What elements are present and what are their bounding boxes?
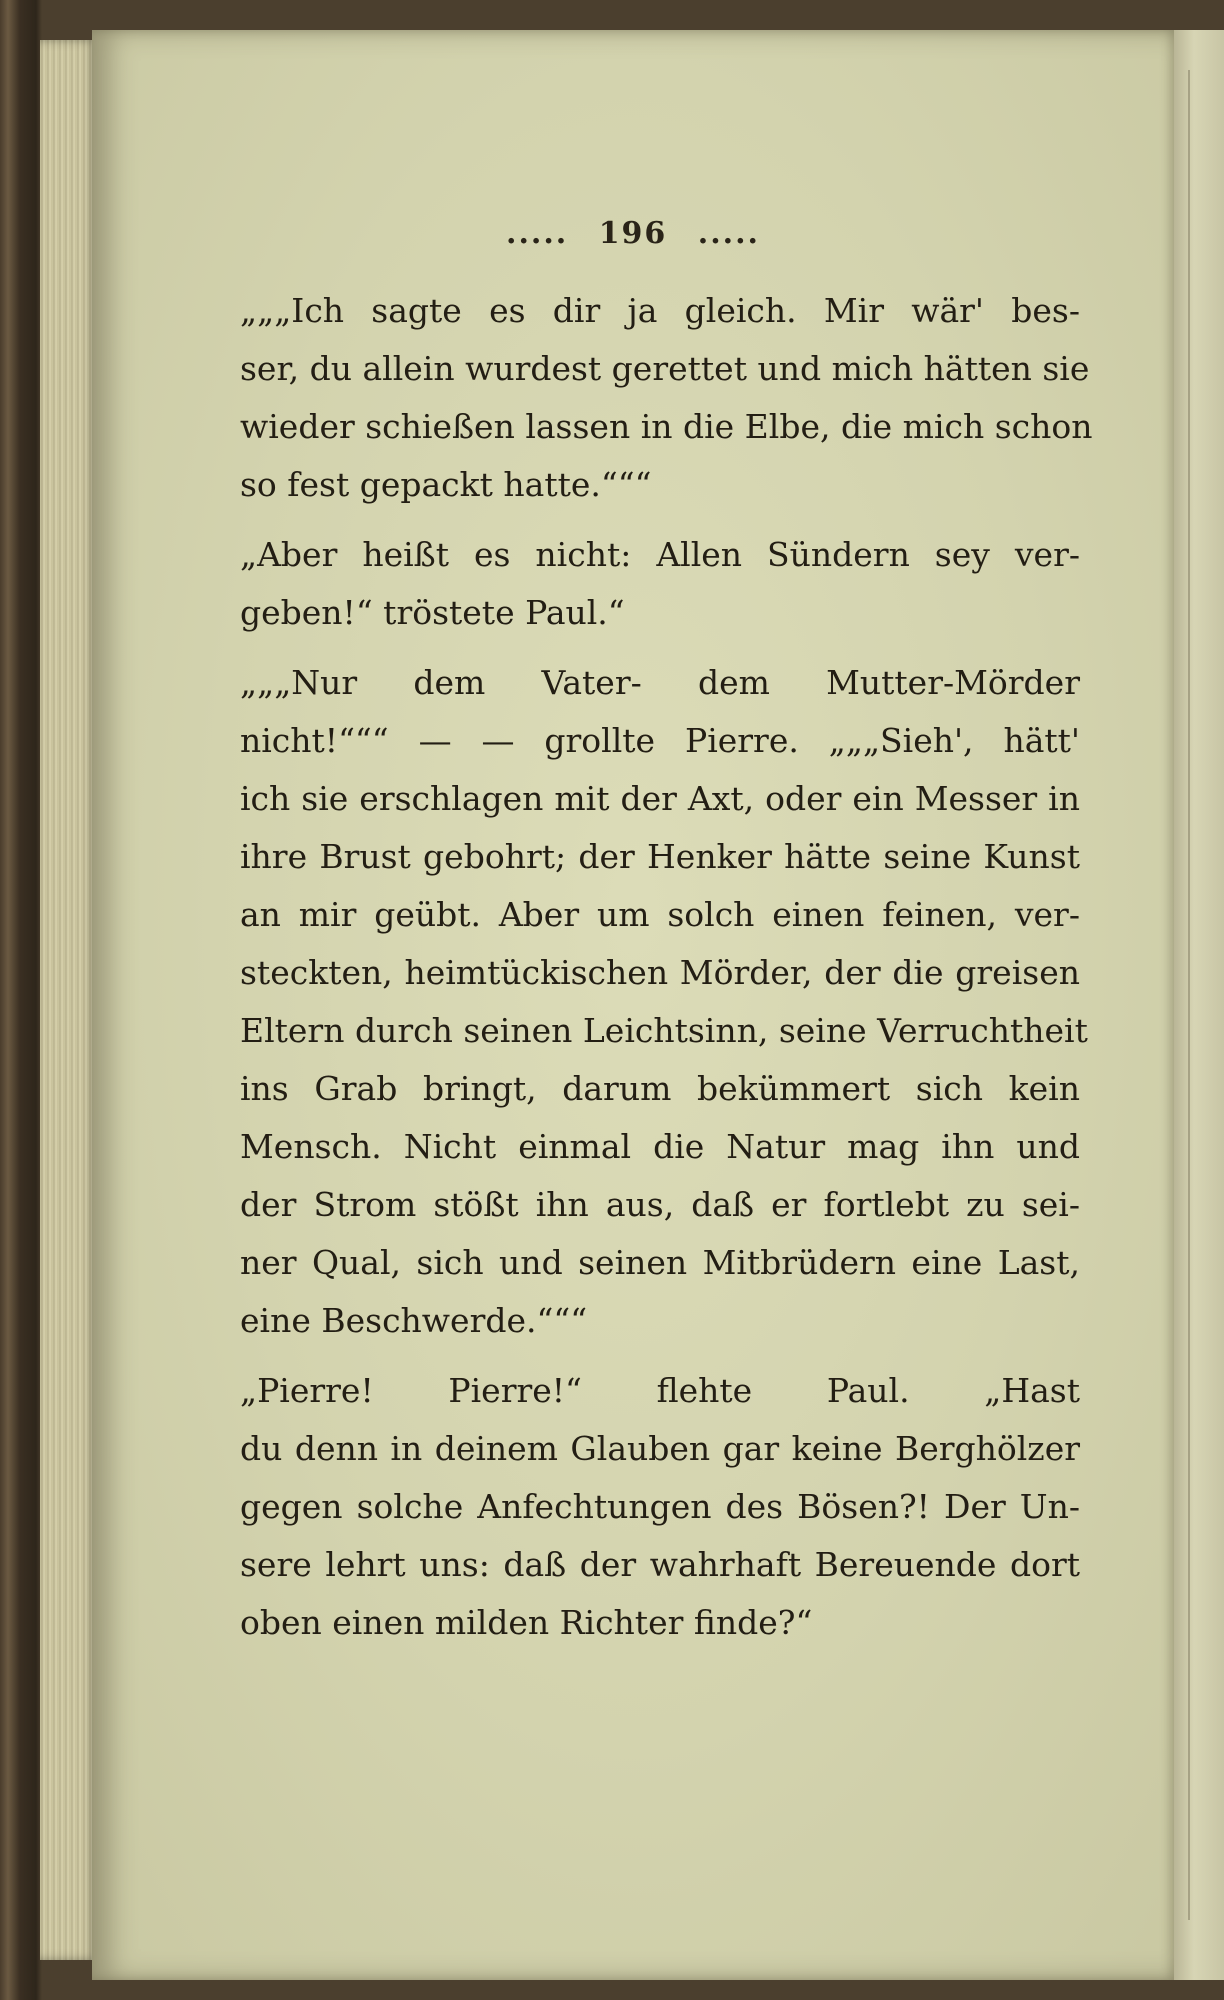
text-line: Mensch. Nicht einmal die Natur mag ihn und	[240, 1127, 1080, 1166]
text-line: nicht!“““ — — grollte Pierre. „„„Sieh', hätt'	[240, 721, 1080, 760]
text-line: „„„Nur dem Vater- dem Mutter-Mörder	[240, 663, 1080, 702]
text-line: der Strom stößt ihn aus, daß er fortlebt zu sei-	[240, 1185, 1080, 1224]
page-edges-left	[40, 40, 98, 1960]
paragraph-gap	[240, 642, 1080, 654]
text-line: „Aber heißt es nicht: Allen Sündern sey ver-	[240, 535, 1080, 574]
paragraph	[240, 526, 1080, 642]
paragraph	[240, 1362, 1080, 1652]
text-line: an mir geübt. Aber um solch einen feinen, ver-	[240, 895, 1080, 934]
paragraph-gap	[240, 1350, 1080, 1362]
text-line: steckten, heimtückischen Mörder, der die greisen	[240, 953, 1080, 992]
paragraph	[240, 654, 1088, 1350]
text-line: „„„Ich sagte es dir ja gleich. Mir wär' bes-	[240, 291, 1080, 330]
text-line: sere lehrt uns: daß der wahrhaft Bereuende dort	[240, 1545, 1080, 1584]
text-line: so fest gepackt hatte.“““	[240, 465, 652, 504]
text-line: ihre Brust gebohrt; der Henker hätte seine Kunst	[240, 837, 1080, 876]
text-line: gegen solche Anfechtungen des Bösen?! Der Un-	[240, 1487, 1080, 1526]
text-line: geben!“ tröstete Paul.“	[240, 593, 625, 632]
paragraph	[240, 282, 1093, 514]
header-ornament-left: .....	[506, 216, 569, 251]
page-header	[92, 216, 1174, 251]
text-line: ner Qual, sich und seinen Mitbrüdern eine Last,	[240, 1243, 1080, 1282]
page-edge-right	[1174, 30, 1224, 1980]
text-line: oben einen milden Richter finde?“	[240, 1603, 813, 1642]
text-line: eine Beschwerde.“““	[240, 1301, 588, 1340]
text-line: ser, du allein wurdest gerettet und mich hätten sie	[240, 349, 1090, 388]
paragraph-gap	[240, 514, 1080, 526]
header-ornament-right: .....	[697, 216, 760, 251]
text-line: „Pierre! Pierre!“ flehte Paul. „Hast	[240, 1371, 1080, 1410]
text-line: wieder schießen lassen in die Elbe, die mich schon	[240, 407, 1093, 446]
text-line: Eltern durch seinen Leichtsinn, seine Verruchtheit	[240, 1011, 1088, 1050]
text-line: du denn in deinem Glauben gar keine Berghölzer	[240, 1429, 1080, 1468]
text-line: ich sie erschlagen mit der Axt, oder ein Messer in	[240, 779, 1080, 818]
text-line: ins Grab bringt, darum bekümmert sich kein	[240, 1069, 1080, 1108]
page-body	[240, 282, 1093, 1652]
page-number: 196	[598, 216, 668, 251]
